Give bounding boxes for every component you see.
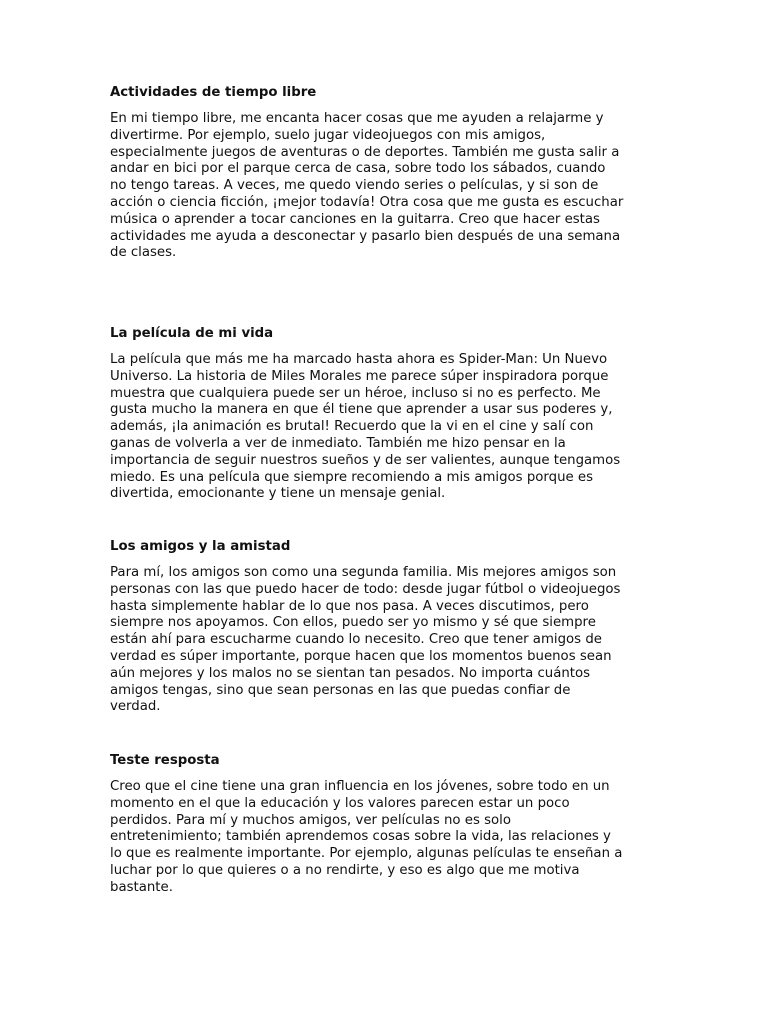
paragraph-line: aún mejores y los malos no se sientan tan pesados. No importa cuántos — [110, 665, 591, 681]
section-heading: La película de mi vida — [110, 326, 274, 341]
paragraph-line: amigos tengas, sino que sean personas en las que puedas confiar de — [110, 682, 571, 698]
paragraph-line: no tengo tareas. A veces, me quedo viendo series o películas, y si son de — [110, 178, 599, 194]
paragraph-line: divertirme. Por ejemplo, suelo jugar videojuegos con mis amigos, — [110, 127, 546, 143]
paragraph-line: siempre nos apoyamos. Con ellos, puedo ser yo mismo y sé que siempre — [110, 615, 596, 631]
paragraph-line: perdidos. Para mí y muchos amigos, ver películas no es solo — [110, 812, 511, 828]
paragraph-line: ganas de volverla a ver de inmediato. También me hizo pensar en la — [110, 435, 566, 451]
section-amistad — [110, 538, 670, 716]
paragraph-line: acción o ciencia ficción, ¡mejor todavía! Otra cosa que me gusta es escuchar — [110, 194, 624, 210]
paragraph-line: En mi tiempo libre, me encanta hacer cosas que me ayuden a relajarme y — [110, 111, 604, 126]
section-teste-resposta — [110, 752, 670, 897]
paragraph-line: divertida, emocionante y tiene un mensaje genial. — [110, 486, 446, 502]
paragraph-line: verdad es súper importante, porque hacen que los momentos buenos sean — [110, 648, 612, 664]
paragraph-line: actividades me ayuda a desconectar y pasarlo bien después de una semana — [110, 228, 621, 244]
paragraph-line: música o aprender a tocar canciones en la guitarra. Creo que hacer estas — [110, 211, 600, 227]
paragraph-line: personas con las que puedo hacer de todo: desde jugar fútbol o videojuegos — [110, 581, 621, 597]
section-paragraph — [110, 111, 670, 262]
paragraph-line: Para mí, los amigos son como una segunda familia. Mis mejores amigos son — [110, 565, 617, 580]
paragraph-line: La película que más me ha marcado hasta ahora es Spider-Man: Un Nuevo — [110, 352, 608, 367]
paragraph-line: lo que es realmente importante. Por ejemplo, algunas películas te enseñan a — [110, 846, 623, 862]
section-pelicula — [110, 325, 670, 503]
paragraph-line: entretenimiento; también aprendemos cosas sobre la vida, las relaciones y — [110, 829, 611, 845]
section-heading: Teste resposta — [110, 753, 220, 768]
section-tiempo-libre — [110, 84, 670, 262]
paragraph-line: bastante. — [110, 879, 173, 895]
paragraph-line: además, ¡la animación es brutal! Recuerdo que la vi en el cine y salí con — [110, 419, 594, 435]
paragraph-line: Universo. La historia de Miles Morales me parece súper inspiradora porque — [110, 368, 609, 384]
section-paragraph — [110, 352, 670, 503]
section-heading: Los amigos y la amistad — [110, 539, 291, 554]
paragraph-line: importancia de seguir nuestros sueños y de ser valientes, aunque tengamos — [110, 452, 621, 468]
section-heading: Actividades de tiempo libre — [110, 85, 317, 100]
paragraph-line: especialmente juegos de aventuras o de deportes. También me gusta salir a — [110, 144, 620, 160]
paragraph-line: luchar por lo que quieres o a no rendirte, y eso es algo que me motiva — [110, 862, 580, 878]
paragraph-line: de clases. — [110, 245, 177, 261]
paragraph-line: verdad. — [110, 699, 161, 715]
section-paragraph — [110, 779, 670, 897]
paragraph-line: momento en el que la educación y los valores parecen estar un poco — [110, 795, 570, 811]
paragraph-line: andar en bici por el parque cerca de casa, sobre todo los sábados, cuando — [110, 161, 606, 177]
paragraph-line: gusta mucho la manera en que él tiene que aprender a usar sus poderes y, — [110, 402, 613, 418]
paragraph-line: hasta simplemente hablar de lo que nos pasa. A veces discutimos, pero — [110, 598, 589, 614]
paragraph-line: Creo que el cine tiene una gran influencia en los jóvenes, sobre todo en un — [110, 779, 610, 794]
paragraph-line: miedo. Es una película que siempre recomiendo a mis amigos porque es — [110, 469, 594, 485]
paragraph-line: están ahí para escucharme cuando lo necesito. Creo que tener amigos de — [110, 632, 602, 648]
section-paragraph — [110, 565, 670, 716]
paragraph-line: muestra que cualquiera puede ser un héroe, incluso si no es perfecto. Me — [110, 385, 601, 401]
